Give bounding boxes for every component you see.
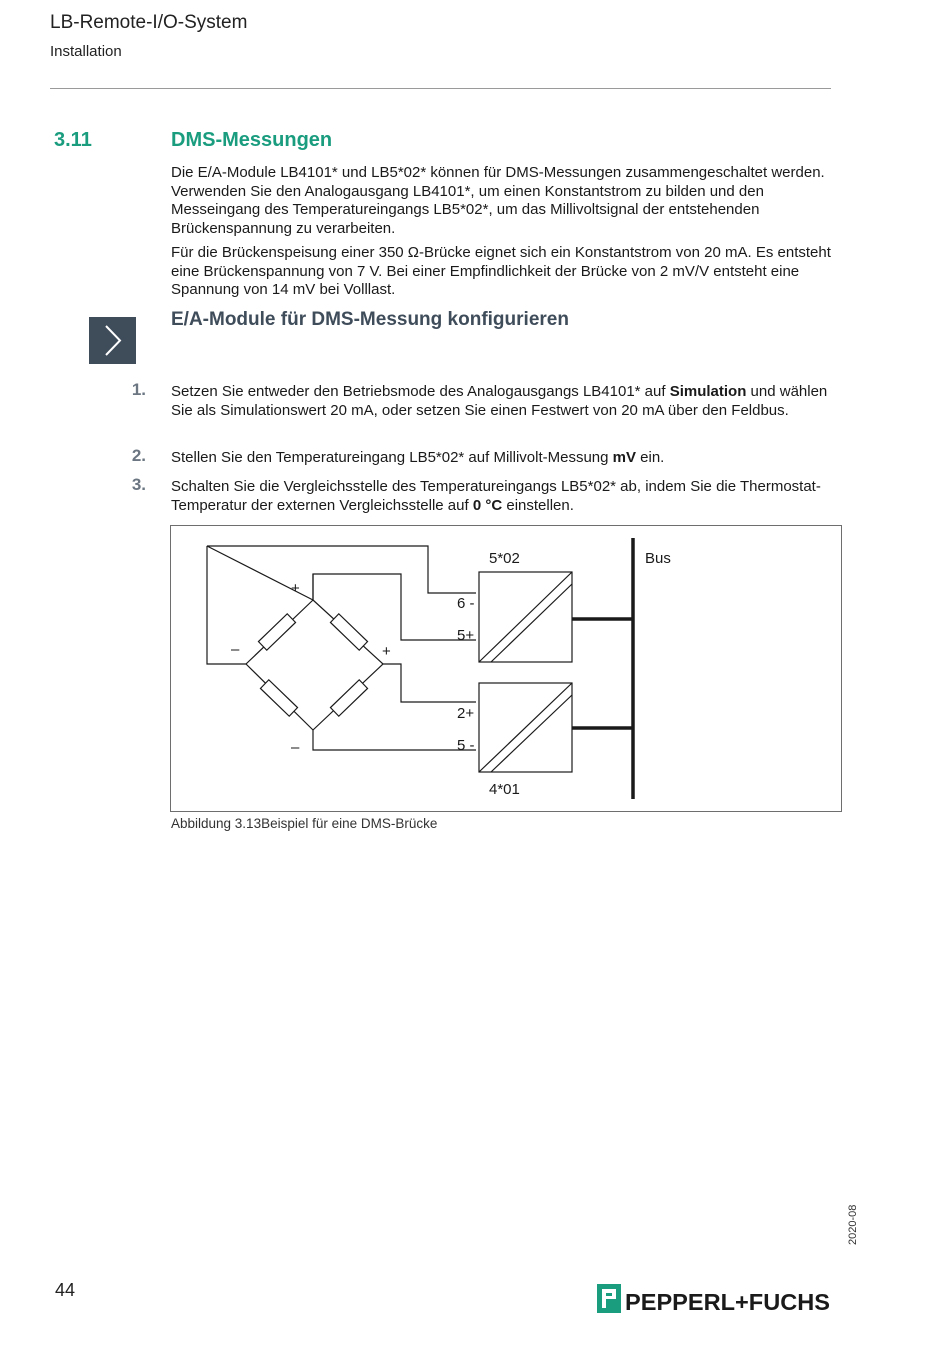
step-number-1: 1. (131, 380, 146, 399)
terminal-6-label: 6 - (457, 595, 475, 612)
header-divider (50, 88, 831, 89)
bridge-minus-left-label: – (231, 641, 240, 658)
caption-text: Beispiel für eine DMS-Brücke (261, 816, 438, 831)
step-text-1: Setzen Sie entweder den Betriebsmode des Analogausgangs LB4101* auf Simulation und wählen Sie als Simulationswert 20 mA, oder setzen Sie einen Festwert von 20 mA über den Feldbus. (171, 383, 828, 419)
bridge-minus-bottom-label: – (291, 739, 300, 756)
figure-caption (171, 816, 437, 831)
terminal-5minus-label: 5 - (457, 737, 475, 754)
bus-lines (572, 538, 633, 799)
step-number-3: 3. (131, 475, 146, 494)
procedure-title: E/A-Module für DMS-Messung konfigurieren (171, 309, 569, 330)
module-bottom-label: 4*01 (489, 781, 520, 798)
document-title: LB-Remote-I/O-System (50, 12, 248, 33)
bridge-diamond (246, 600, 383, 730)
caption-number: Abbildung 3.13 (171, 816, 262, 831)
resistor-symbols (258, 614, 367, 716)
section-title: DMS-Messungen (171, 129, 333, 151)
step-number-2: 2. (131, 446, 146, 465)
bus-label: Bus (645, 550, 671, 567)
logo-text: PEPPERL+FUCHS (625, 1289, 830, 1315)
chevron-right-icon (89, 317, 136, 364)
terminal-5plus-label: 5+ (457, 627, 475, 644)
section-number: 3.11 (54, 129, 92, 151)
section-paragraph-2: Für die Brückenspeisung einer 350 Ω-Brücke eignet sich ein Konstantstrom von 20 mA. Es entsteht eine Brückenspannung von 7 V. Bei einer Empfindlichkeit der Brücke von 2 mV/V entsteht eine Spannung von 14 mV bei Volllast. (171, 244, 831, 298)
step-text-2: Stellen Sie den Temperatureingang LB5*02* auf Millivolt-Messung mV ein. (171, 449, 665, 466)
document-date-text: 2020-08 (847, 1204, 859, 1245)
chapter-subtitle: Installation (50, 43, 122, 60)
step-text-3: Schalten Sie die Vergleichsstelle des Temperatureingangs LB5*02* ab, indem Sie die Thermostat-Temperatur der externen Vergleichsstelle auf 0 °C einstellen. (171, 478, 821, 514)
pepperl-fuchs-logo (597, 1282, 837, 1316)
pf-logo-mark (597, 1284, 621, 1313)
bridge-plus-top-label: + (291, 580, 300, 597)
page-number: 44 (55, 1280, 76, 1300)
terminal-2plus-label: 2+ (457, 705, 475, 722)
module-boxes (479, 572, 572, 772)
document-date (842, 1200, 862, 1250)
bridge-plus-right-label: + (382, 643, 391, 660)
dms-bridge-diagram (170, 525, 842, 812)
diagram-wires (207, 546, 476, 750)
module-top-label: 5*02 (489, 550, 520, 567)
section-paragraph-1: Die E/A-Module LB4101* und LB5*02* können für DMS-Messungen zusammengeschaltet werden. Verwenden Sie den Analogausgang LB4101*, um einen Konstantstrom zu bilden und den Messeingang des Temperatureingangs LB5*02*, um das Millivoltsignal der entstehenden Brückenspannung zu verarbeiten. (171, 164, 825, 237)
